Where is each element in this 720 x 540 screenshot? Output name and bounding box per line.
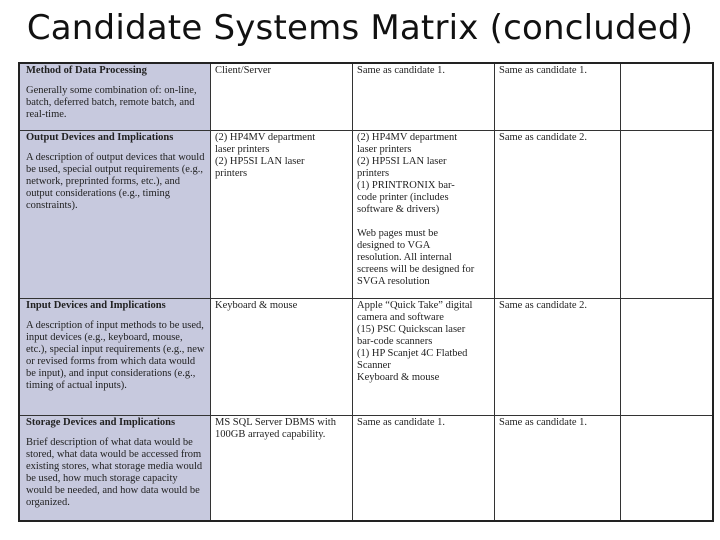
candidate-3-cell xyxy=(494,64,620,130)
cell-line: Web pages must be xyxy=(357,228,439,239)
candidate-3-cell xyxy=(494,416,620,520)
cell-line: Same as candidate 1. xyxy=(499,417,588,428)
candidate-1-cell xyxy=(210,299,352,415)
table-row xyxy=(20,64,712,130)
cell-line: printers xyxy=(357,168,390,179)
cell-line: (2) HP5SI LAN laser xyxy=(357,156,447,167)
cell-line: laser printers xyxy=(215,144,270,155)
cell-line: Same as candidate 2. xyxy=(499,300,588,311)
cell-line: Keyboard & mouse xyxy=(215,300,298,311)
paragraph-gap xyxy=(357,216,490,228)
cell-line: bar-code scanners xyxy=(357,336,433,347)
cell-line: Same as candidate 1. xyxy=(357,417,446,428)
cell-line: (15) PSC Quickscan laser xyxy=(357,324,466,335)
cell-line: SVGA resolution xyxy=(357,276,430,287)
cell-line: (1) HP Scanjet 4C Flatbed xyxy=(357,348,468,359)
candidate-1-cell xyxy=(210,416,352,520)
cell-line: (1) PRINTRONIX bar- xyxy=(357,180,455,191)
row-description: Generally some combination of: on-line, batch, deferred batch, remote batch, and real-time. xyxy=(26,85,197,120)
cell-line: Scanner xyxy=(357,360,391,371)
table-row xyxy=(20,415,712,520)
candidate-2-cell xyxy=(352,131,494,298)
cell-line: Client/Server xyxy=(215,65,271,76)
candidate-4-cell xyxy=(620,299,714,415)
row-heading: Method of Data Processing xyxy=(26,65,147,76)
slide-title: Candidate Systems Matrix (concluded) xyxy=(26,8,694,48)
row-label-cell xyxy=(20,416,210,520)
cell-line: Same as candidate 1. xyxy=(357,65,446,76)
cell-line: Apple “Quick Take” digital xyxy=(357,300,473,311)
candidate-2-cell xyxy=(352,416,494,520)
table-row xyxy=(20,298,712,415)
cell-line: resolution. All internal xyxy=(357,252,452,263)
row-description: Brief description of what data would be stored, what data would be accessed from existing stores, what storage media would be used, how much storage capacity would be needed, and how data would be organized. xyxy=(26,437,203,508)
candidate-2-cell xyxy=(352,64,494,130)
table-row xyxy=(20,130,712,298)
row-label-cell xyxy=(20,131,210,298)
cell-line: Same as candidate 2. xyxy=(499,132,588,143)
cell-line: Same as candidate 1. xyxy=(499,65,588,76)
row-heading: Input Devices and Implications xyxy=(26,300,166,311)
row-heading: Output Devices and Implications xyxy=(26,132,174,143)
cell-line: software & drivers) xyxy=(357,204,440,215)
candidate-4-cell xyxy=(620,64,714,130)
row-heading: Storage Devices and Implications xyxy=(26,417,176,428)
cell-line: laser printers xyxy=(357,144,412,155)
row-description: A description of output devices that would be used, special output requirements (e.g., network, preprinted forms, etc.), and output considerations (e.g., timing constraints). xyxy=(26,152,205,211)
cell-line: designed to VGA xyxy=(357,240,431,251)
candidate-3-cell xyxy=(494,131,620,298)
cell-line: screens will be designed for xyxy=(357,264,475,275)
candidate-3-cell xyxy=(494,299,620,415)
row-label-cell xyxy=(20,299,210,415)
cell-line: printers xyxy=(215,168,248,179)
candidate-4-cell xyxy=(620,416,714,520)
candidate-systems-matrix xyxy=(18,62,714,522)
candidate-2-cell xyxy=(352,299,494,415)
candidate-4-cell xyxy=(620,131,714,298)
row-label-cell xyxy=(20,64,210,130)
cell-line: (2) HP4MV department xyxy=(357,132,458,143)
cell-line: 100GB arrayed capability. xyxy=(215,429,326,440)
candidate-1-cell xyxy=(210,131,352,298)
cell-line: (2) HP4MV department xyxy=(215,132,316,143)
cell-line: code printer (includes xyxy=(357,192,449,203)
cell-line: Keyboard & mouse xyxy=(357,372,440,383)
cell-line: camera and software xyxy=(357,312,444,323)
cell-line: MS SQL Server DBMS with xyxy=(215,417,336,428)
row-description: A description of input methods to be used, input devices (e.g., keyboard, mouse, etc.), special input requirements (e.g., new or revised forms from which data would be input), and input considerations (e.g., timing of actual inputs). xyxy=(26,320,205,391)
candidate-1-cell xyxy=(210,64,352,130)
cell-line: (2) HP5SI LAN laser xyxy=(215,156,305,167)
